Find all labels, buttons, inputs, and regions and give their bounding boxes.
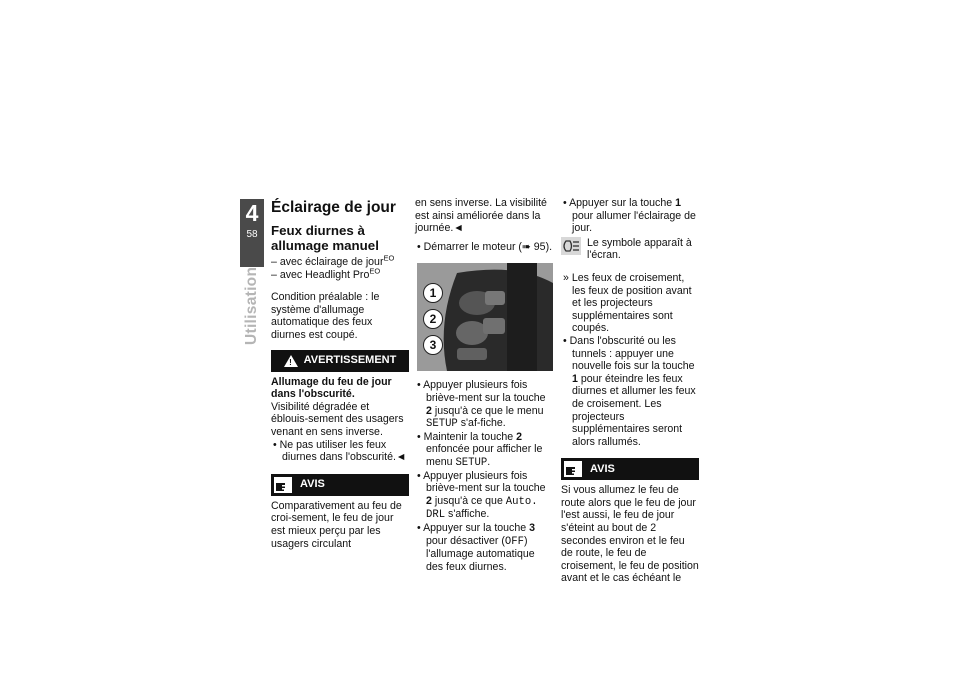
pointing-hand-icon <box>274 477 292 493</box>
daytime-running-light-icon <box>561 237 581 255</box>
pointing-hand-icon <box>564 461 582 477</box>
handlebar-switch-photo <box>417 263 553 371</box>
precondition-text: Condition préalable : le système d'allumage automatique des feux diurnes est coupé. <box>271 291 380 341</box>
option-daytime-light: – avec éclairage de jour$^{EO}$ <box>271 253 395 268</box>
column-3 <box>561 197 699 585</box>
notice-label-2: AVIS <box>590 462 615 475</box>
step-bullet-3: • Appuyer plusieurs fois briève-ment sur la touche 2 jusqu'à ce que Auto. DRL s'affiche. <box>417 469 546 522</box>
column-2 <box>415 197 553 573</box>
notice-banner-2 <box>561 458 699 480</box>
notice-banner <box>271 474 409 496</box>
page-title: Éclairage de jour <box>271 199 396 216</box>
section-label: Utilisation <box>243 266 260 345</box>
warning-label: AVERTISSEMENT <box>303 354 397 367</box>
notice-text: Comparativement au feu de croi-sement, le feu de jour est mieux perçu par les usagers circulant <box>271 499 402 550</box>
symbol-text: Le symbole apparaît à l'écran. <box>587 236 692 262</box>
warning-bullet: • Ne pas utiliser les feux diurnes dans l'obscurité.◄ <box>273 438 407 464</box>
step-bullet-4: • Appuyer sur la touche 3 pour désactiver (OFF) l'allumage automatique des feux diurnes. <box>417 521 535 573</box>
step-bullet-6: • Dans l'obscurité ou les tunnels : appuyer une nouvelle fois sur la touche 1 pour éteindre les feux diurnes et allumer les feux de croisement. Les projecteurs supplémentaires seront alors rallumés. <box>563 334 696 448</box>
warning-triangle-icon: ! <box>284 355 298 367</box>
section-subtitle: Feux diurnes à allumage manuel <box>271 223 379 253</box>
warning-title: Allumage du feu de jour dans l'obscurité. <box>271 375 392 401</box>
notice-text-2: Si vous allumez le feu de route alors que le feu de jour l'est aussi, le feu de jour s'éteint au bout de 2 secondes environ et le feu de route, le feu de croisement, le feu de position avant et le cas échéant le <box>561 484 699 585</box>
callout-2: 2 <box>423 309 443 329</box>
start-engine-bullet: • Démarrer le moteur (➠ 95). <box>417 240 553 253</box>
chapter-tab <box>240 199 264 267</box>
page-number: 58 <box>246 229 258 240</box>
column-1 <box>271 193 409 550</box>
warning-banner <box>271 350 409 372</box>
warning-text: Visibilité dégradée et éblouis-sement des usagers venant en sens inverse. <box>271 400 404 438</box>
chapter-number: 4 <box>245 200 259 226</box>
step-bullet-2: • Maintenir la touche 2 enfoncée pour afficher le menu SETUP. <box>417 430 543 469</box>
option-headlight-pro: – avec Headlight Pro$^{EO}$ <box>271 266 381 281</box>
step-bullet-1: • Appuyer plusieurs fois briève-ment sur la touche 2 jusqu'à ce que le menu SETUP s'af-fiche. <box>417 379 546 431</box>
callout-3: 3 <box>423 335 443 355</box>
notice-label: AVIS <box>300 478 325 491</box>
step-bullet-5: • Appuyer sur la touche 1 pour allumer l'éclairage de jour. <box>563 197 696 235</box>
continued-text: en sens inverse. La visibilité est ainsi améliorée dans la journée.◄ <box>415 197 547 235</box>
symbol-row <box>561 237 699 262</box>
callout-1: 1 <box>423 283 443 303</box>
result-text: » Les feux de croisement, les feux de position avant et les projecteurs supplémentaires sont coupés. <box>563 271 692 335</box>
